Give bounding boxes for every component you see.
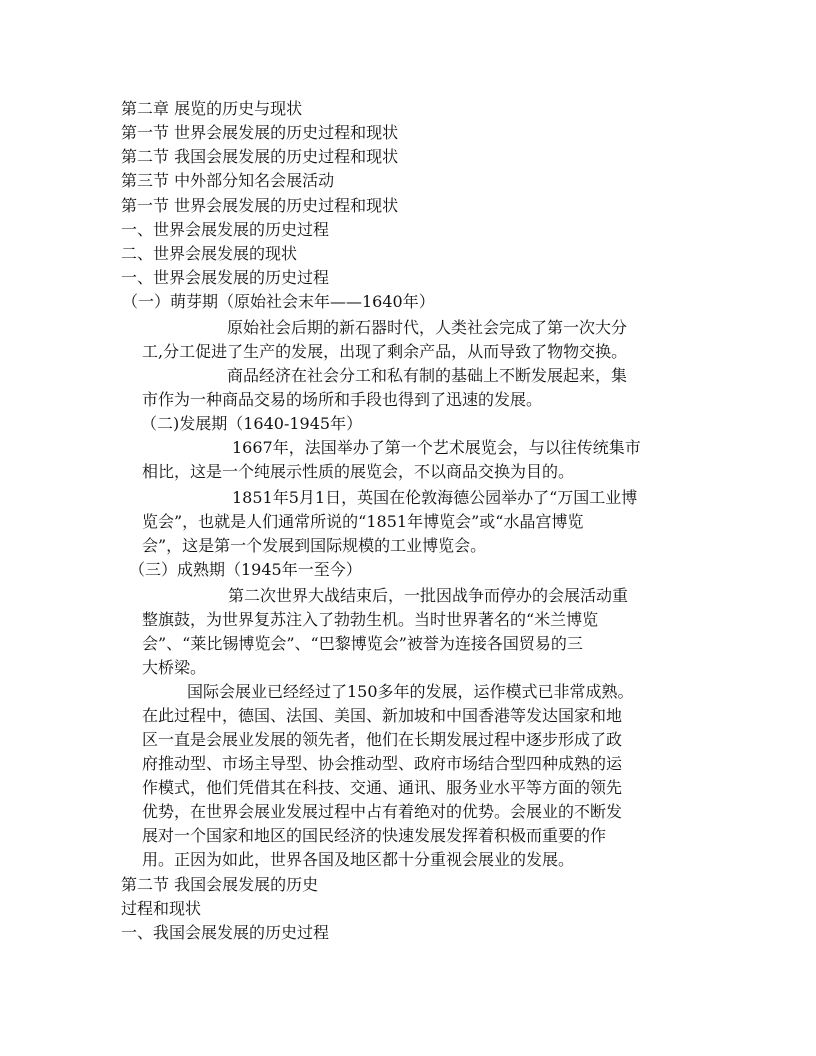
paragraph-c2-line-8: 用。正因为如此，世界各国及地区都十分重视会展业的发展。 bbox=[142, 850, 575, 869]
paragraph-c2-line-1: 国际会展业已经经过了150多年的发展，运作模式已非常成熟。 bbox=[187, 682, 634, 701]
paragraph-c1-line-3: 会”、“莱比锡博览会”、“巴黎博览会”被誉为连接各国贸易的三 bbox=[142, 634, 583, 653]
chapter-heading: 第二章 展览的历史与现状 bbox=[121, 99, 303, 118]
paragraph-c1-line-1: 第二次世界大战结束后，一批因战争而停办的会展活动重 bbox=[228, 586, 629, 605]
paragraph-b2-line-2: 览会”，也就是人们通常所说的“1851年博览会”或“水晶宫博览 bbox=[142, 512, 584, 531]
section-2-heading-line-2: 过程和现状 bbox=[121, 899, 202, 918]
paragraph-c2-line-6: 优势，在世界会展业发展过程中占有着绝对的优势。会展业的不断发 bbox=[142, 802, 623, 821]
paragraph-c1-line-4: 大桥梁。 bbox=[142, 658, 207, 677]
paragraph-c2-line-4: 府推动型、市场主导型、协会推动型、政府市场结合型四种成熟的运 bbox=[142, 754, 623, 773]
paragraph-b2-line-1: 1851年5月1日，英国在伦敦海德公园举办了“万国工业博 bbox=[232, 488, 638, 507]
toc-section-3: 第三节 中外部分知名会展活动 bbox=[121, 171, 335, 190]
paragraph-c2-line-2: 在此过程中，德国、法国、美国、新加坡和中国香港等发达国家和地 bbox=[142, 706, 623, 725]
paragraph-b2-line-3: 会”，这是第一个发展到国际规模的工业博览会。 bbox=[142, 536, 487, 555]
paragraph-c2-line-3: 区一直是会展业发展的领先者，他们在长期发展过程中逐步形成了政 bbox=[142, 730, 623, 749]
toc-section-1: 第一节 世界会展发展的历史过程和现状 bbox=[121, 123, 399, 142]
section-1-heading: 第一节 世界会展发展的历史过程和现状 bbox=[121, 196, 399, 215]
paragraph-c1-line-2: 整旗鼓，为世界复苏注入了勃勃生机。当时世界著名的“米兰博览 bbox=[142, 610, 599, 629]
paragraph-a1-line-2: 工,分工促进了生产的发展，出现了剩余产品，从而导致了物物交换。 bbox=[142, 342, 628, 361]
subsection-1-heading: 一、世界会展发展的历史过程 bbox=[121, 220, 330, 239]
period-2-heading: （二)发展期（1640-1945年） bbox=[141, 414, 363, 433]
paragraph-a2-line-2: 市作为一种商品交易的场所和手段也得到了迅速的发展。 bbox=[142, 390, 543, 409]
toc-section-2: 第二节 我国会展发展的历史过程和现状 bbox=[121, 147, 399, 166]
section-2-heading-line-1: 第二节 我国会展发展的历史 bbox=[121, 875, 319, 894]
section-2-subsection-1-heading: 一、我国会展发展的历史过程 bbox=[121, 923, 330, 942]
paragraph-c2-line-7: 展对一个国家和地区的国民经济的快速发展发挥着积极而重要的作 bbox=[142, 826, 607, 845]
period-3-heading: （三）成熟期（1945年一至今） bbox=[129, 560, 362, 579]
subsection-2-heading: 二、世界会展发展的现状 bbox=[121, 244, 298, 263]
paragraph-b1-line-2: 相比，这是一个纯展示性质的展览会，不以商品交换为目的。 bbox=[142, 462, 575, 481]
paragraph-c2-line-5: 作模式，他们凭借其在科技、交通、通讯、服务业水平等方面的领先 bbox=[142, 778, 623, 797]
paragraph-b1-line-1: 1667年，法国举办了第一个艺术展览会，与以往传统集市 bbox=[232, 438, 641, 457]
subsection-1-heading-repeat: 一、世界会展发展的历史过程 bbox=[121, 268, 330, 287]
paragraph-a1-line-1: 原始社会后期的新石器时代，人类社会完成了第一次大分 bbox=[227, 318, 628, 337]
period-1-heading: （一）萌芽期（原始社会末年——1640年） bbox=[122, 292, 435, 311]
paragraph-a2-line-1: 商品经济在社会分工和私有制的基础上不断发展起来，集 bbox=[227, 366, 628, 385]
